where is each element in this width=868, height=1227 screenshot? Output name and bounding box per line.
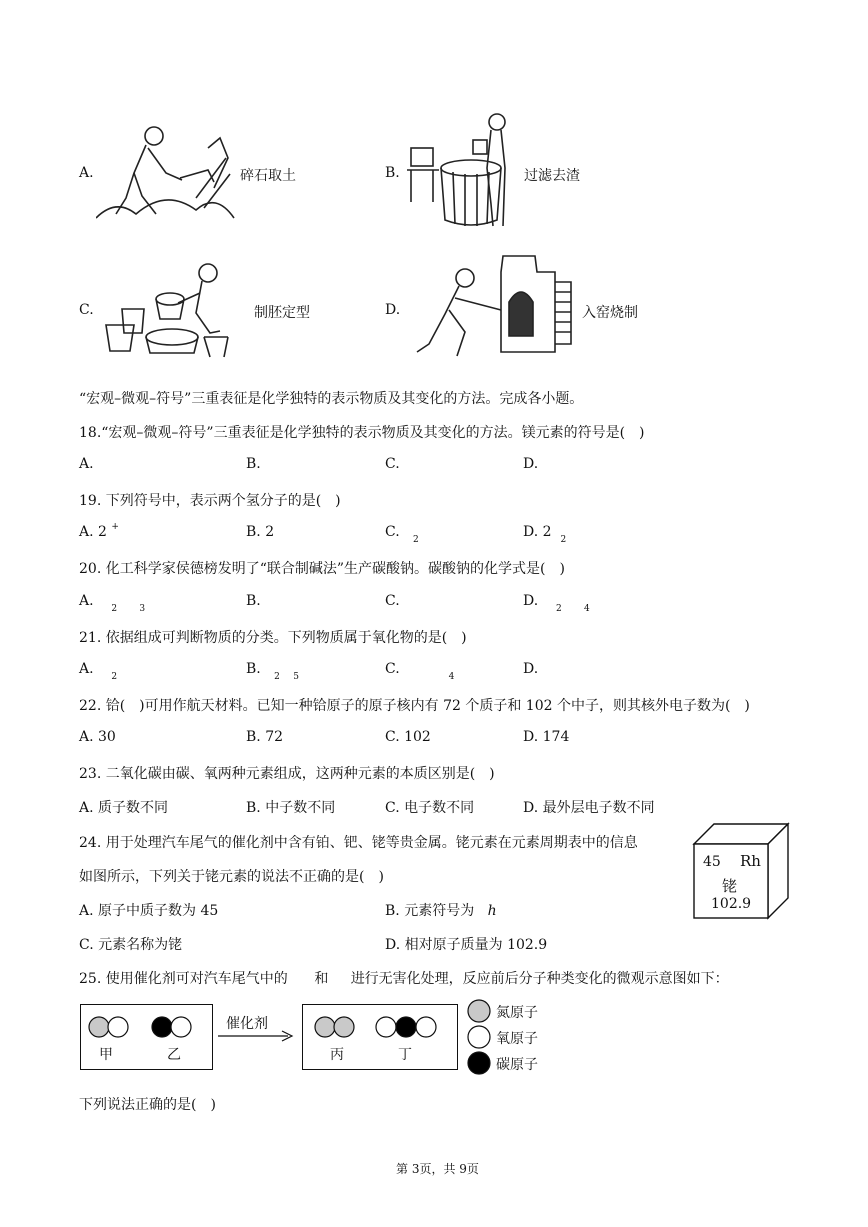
- element-symbol: Rh: [740, 852, 761, 870]
- q24-option-a: A. 原子中质子数为 45: [79, 903, 219, 919]
- option-d-letter: D.: [385, 302, 401, 318]
- element-atomic-mass: 102.9: [711, 896, 752, 912]
- shaping-illustration: [100, 253, 240, 361]
- digging-illustration: [96, 118, 236, 222]
- q22-option-b: B. 72: [246, 729, 284, 745]
- legend-nitrogen: 氮原子: [496, 1005, 538, 1021]
- label-jia: 甲: [99, 1047, 113, 1063]
- label-ding: 丁: [398, 1047, 412, 1063]
- q23-option-c: C. 电子数不同: [385, 800, 475, 816]
- question-18-stem: 18.“宏观–微观–符号”三重表征是化学独特的表示物质及其变化的方法。镁元素的符号是( ): [79, 425, 645, 441]
- q24-option-b: B. 元素符号为 h: [385, 903, 497, 919]
- legend-oxygen: 氧原子: [496, 1031, 538, 1047]
- option-a-letter: A.: [79, 165, 94, 181]
- q23-option-a: A. 质子数不同: [79, 800, 169, 816]
- question-21-stem: 21. 依据组成可判断物质的分类。下列物质属于氧化物的是( ): [79, 630, 467, 646]
- q20-option-d: D. $_2$ $_4$: [523, 593, 590, 614]
- kiln-illustration: [405, 252, 580, 362]
- option-a-caption: 碎石取土: [240, 168, 296, 184]
- q21-option-a: A. $_2$: [79, 661, 118, 682]
- section-intro: “宏观–微观–符号”三重表征是化学独特的表示物质及其变化的方法。完成各小题。: [79, 391, 584, 407]
- option-c-caption: 制胚定型: [254, 305, 310, 321]
- q19-option-b: B. 2: [246, 524, 275, 540]
- q18-option-d: D.: [523, 456, 539, 472]
- q19-option-c: C. $_2$: [385, 524, 419, 545]
- option-c-letter: C.: [79, 302, 94, 318]
- question-22-stem: 22. 铪( )可用作航天材料。已知一种铪原子的原子核内有 72 个质子和 102 个中子，则其核外电子数为( ): [79, 698, 750, 714]
- question-24-stem-line1: 24. 用于处理汽车尾气的催化剂中含有铂、钯、铑等贵金属。铑元素在元素周期表中的信息: [79, 835, 638, 851]
- reaction-arrow: [218, 1030, 296, 1042]
- q21-option-d: D.: [523, 661, 539, 677]
- catalyst-label: 催化剂: [226, 1016, 268, 1032]
- option-b-letter: B.: [385, 165, 400, 181]
- question-19-stem: 19. 下列符号中，表示两个氢分子的是( ): [79, 493, 341, 509]
- element-atomic-number: 45: [703, 854, 721, 870]
- product-molecules: [310, 1014, 450, 1040]
- q18-option-b: B.: [246, 456, 261, 472]
- element-name: 铑: [722, 877, 738, 895]
- question-24-stem-line2: 如图所示，下列关于铑元素的说法不正确的是( ): [79, 869, 384, 885]
- filtering-illustration: [405, 108, 525, 230]
- label-yi: 乙: [167, 1047, 181, 1063]
- q19-option-a: A. 2 +: [79, 522, 119, 540]
- legend-carbon: 碳原子: [496, 1057, 538, 1073]
- question-20-stem: 20. 化工科学家侯德榜发明了“联合制碱法”生产碳酸钠。碳酸钠的化学式是( ): [79, 561, 565, 577]
- q24-option-c: C. 元素名称为铑: [79, 937, 183, 953]
- option-b-caption: 过滤去渣: [524, 168, 580, 184]
- reactant-molecules: [86, 1014, 206, 1040]
- q20-option-a: A. $_2$ $_3$: [79, 593, 146, 614]
- atom-legend-markers: [466, 998, 494, 1076]
- q23-option-d: D. 最外层电子数不同: [523, 800, 655, 816]
- q22-option-d: D. 174: [523, 729, 570, 745]
- q22-option-c: C. 102: [385, 729, 431, 745]
- q20-option-c: C.: [385, 593, 400, 609]
- q24-option-d: D. 相对原子质量为 102.9: [385, 937, 548, 953]
- q18-option-a: A.: [79, 456, 94, 472]
- question-23-stem: 23. 二氧化碳由碳、氧两种元素组成，这两种元素的本质区别是( ): [79, 766, 495, 782]
- q21-option-c: C. $_4$: [385, 661, 455, 682]
- q20-option-b: B.: [246, 593, 261, 609]
- q23-option-b: B. 中子数不同: [246, 800, 336, 816]
- q18-option-c: C.: [385, 456, 400, 472]
- label-bing: 丙: [330, 1047, 344, 1063]
- question-25-stem: 25. 使用催化剂可对汽车尾气中的 和 进行无害化处理，反应前后分子种类变化的微观示意图如下：: [79, 971, 729, 987]
- page-footer: 第 3页，共 9页: [396, 1162, 479, 1176]
- q22-option-a: A. 30: [79, 729, 116, 745]
- q19-option-d: D. 2 $_2$: [523, 524, 567, 545]
- option-d-caption: 入窑烧制: [582, 305, 638, 321]
- q21-option-b: B. $_2$ $_5$: [246, 661, 299, 682]
- question-25-tail: 下列说法正确的是( ): [79, 1097, 216, 1113]
